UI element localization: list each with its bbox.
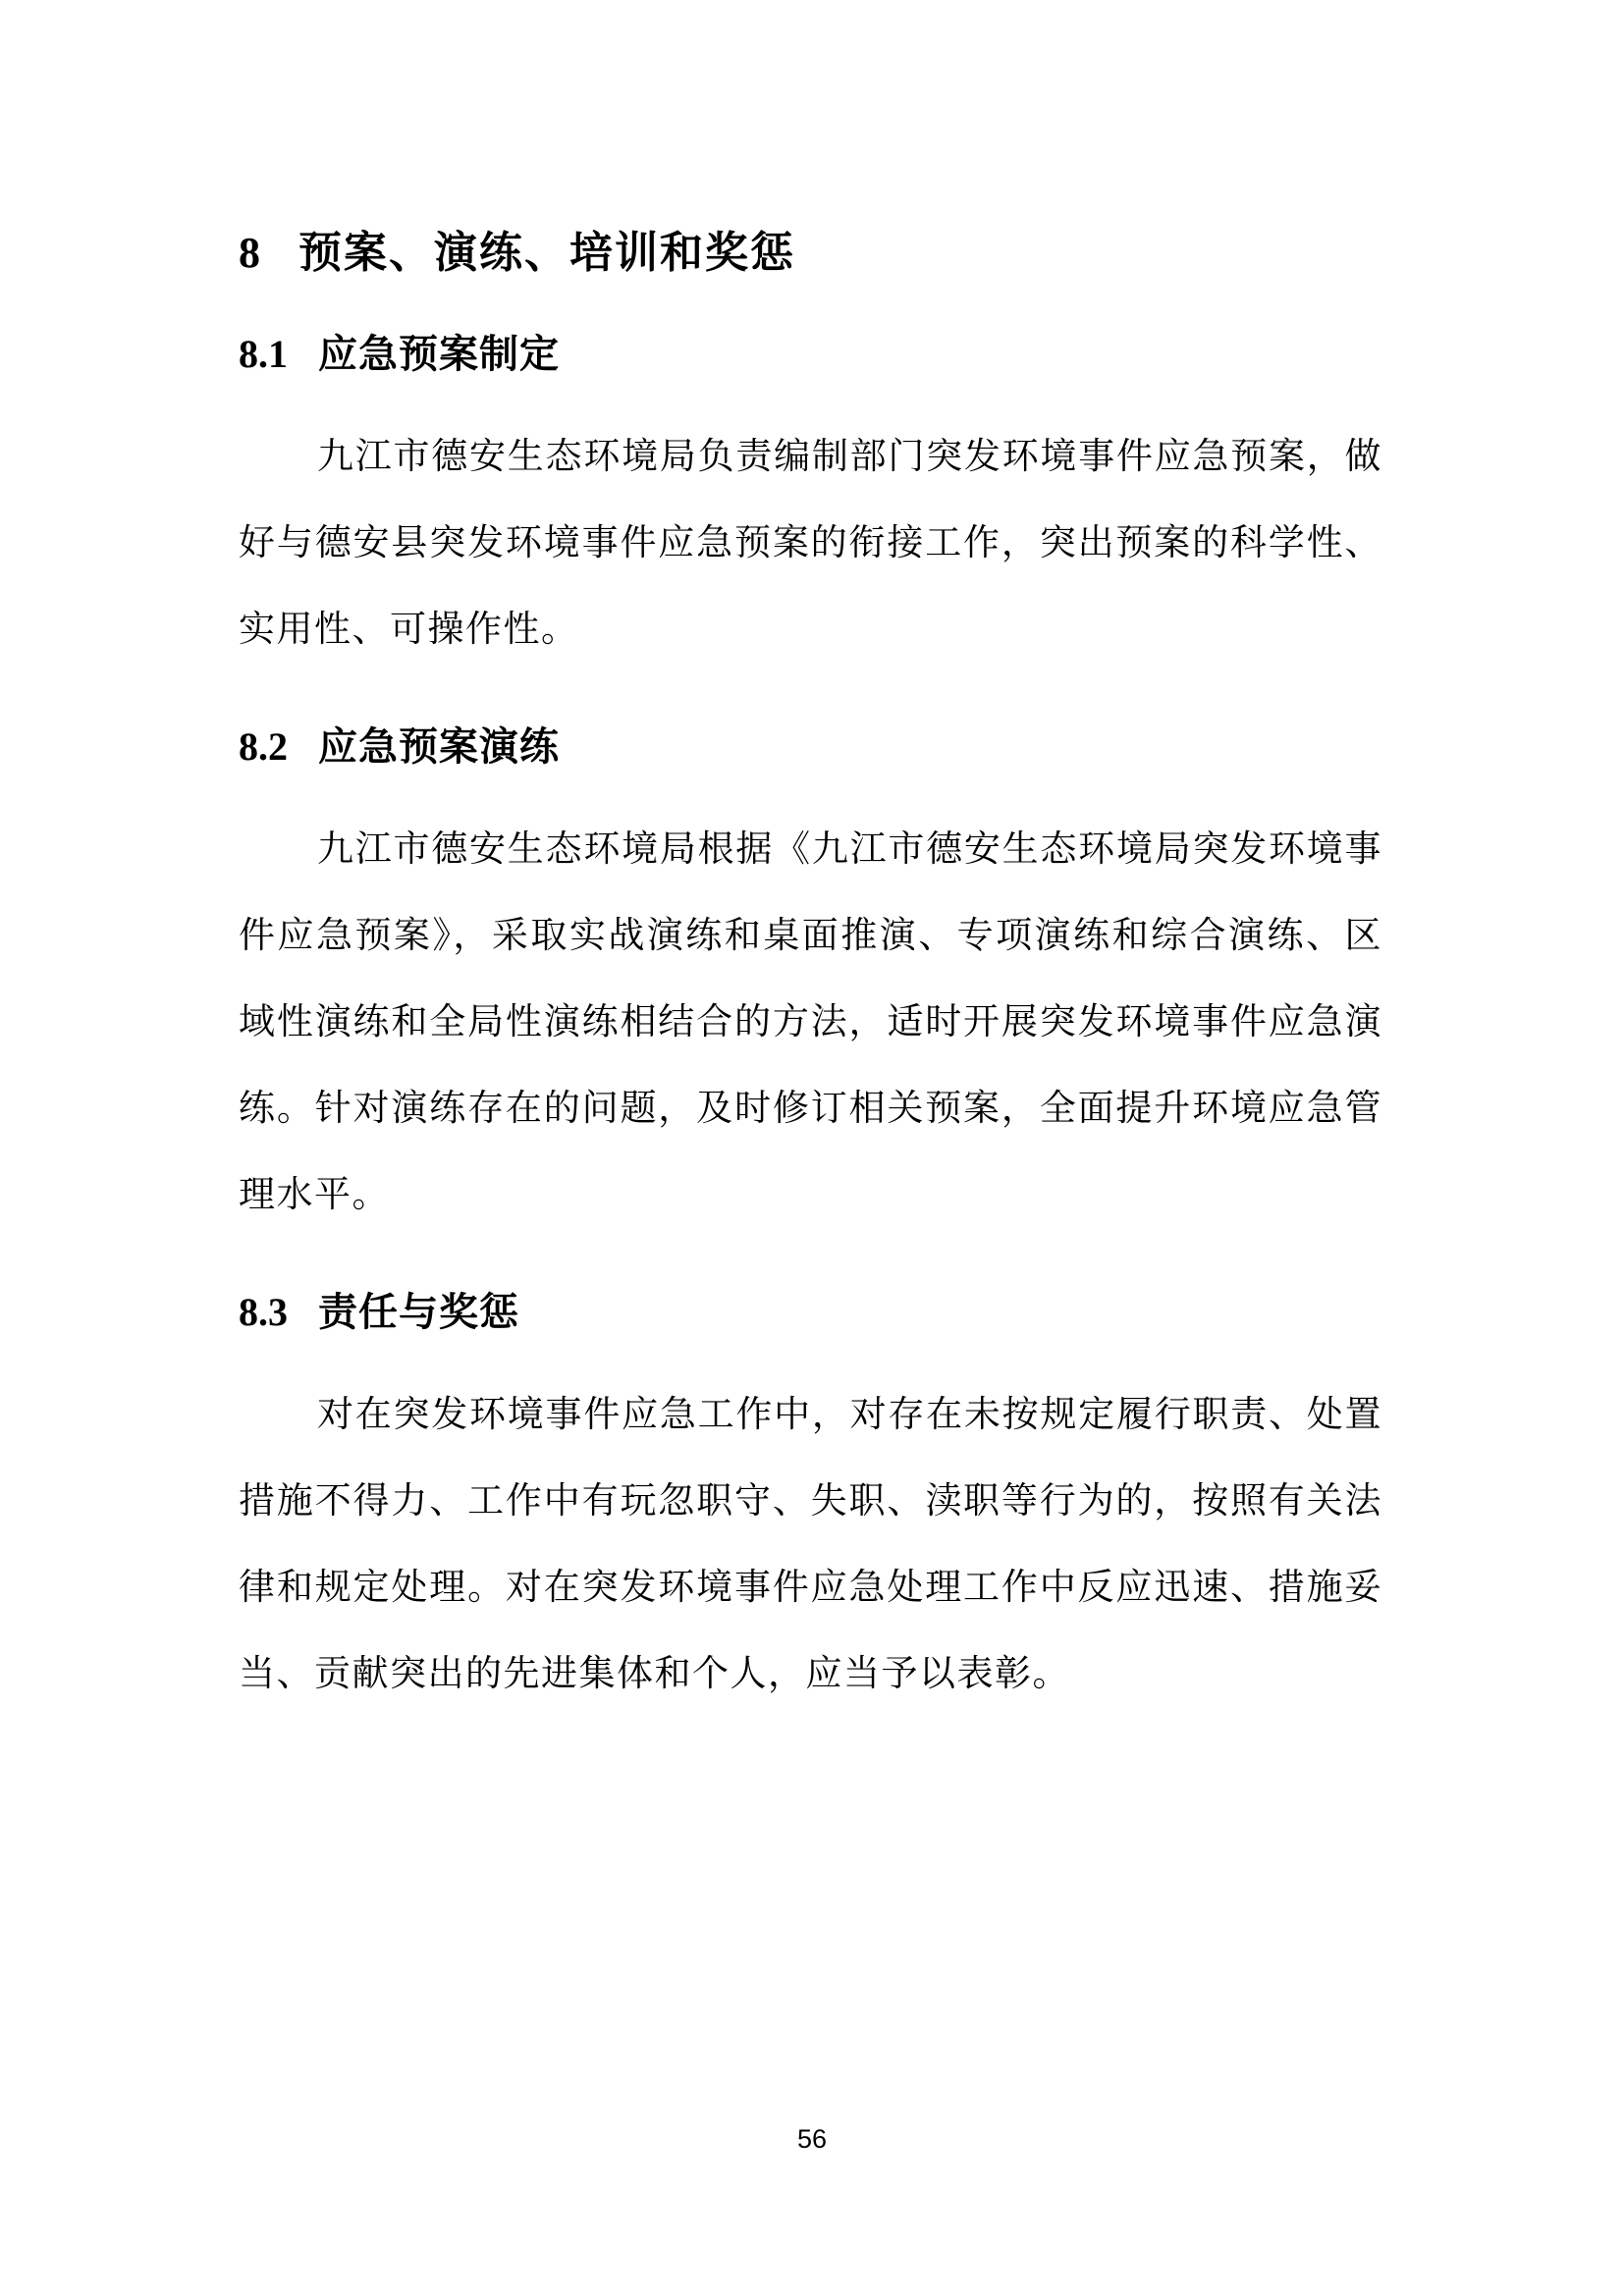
section-8-2-number: 8.2 bbox=[239, 724, 288, 769]
section-8-2-paragraph: 九江市德安生态环境局根据《九江市德安生态环境局突发环境事件应急预案》，采取实战演练和桌面推演、专项演练和综合演练、区域性演练和全局性演练相结合的方法，适时开展突发环境事件应急演练。针对演练存在的问题，及时修订相关预案，全面提升环境应急管理水平。 bbox=[239, 829, 1382, 1215]
page-number: 56 bbox=[796, 2124, 828, 2154]
section-8-1-number: 8.1 bbox=[239, 332, 288, 376]
section-8-1-heading bbox=[239, 328, 1382, 381]
section-8-2-heading bbox=[239, 721, 1382, 774]
section-8-1-paragraph: 九江市德安生态环境局负责编制部门突发环境事件应急预案，做好与德安县突发环境事件应急预案的衔接工作，突出预案的科学性、实用性、可操作性。 bbox=[239, 437, 1382, 650]
chapter-heading bbox=[239, 226, 1382, 281]
section-8-2 bbox=[239, 721, 1382, 1239]
section-8-3 bbox=[239, 1286, 1382, 1718]
document-content bbox=[239, 0, 1382, 1718]
section-8-3-number: 8.3 bbox=[239, 1290, 288, 1334]
section-8-3-heading bbox=[239, 1286, 1382, 1339]
section-8-1 bbox=[239, 328, 1382, 673]
section-8-2-title: 应急预案演练 bbox=[318, 724, 560, 769]
chapter-title: 预案、演练、培训和奖惩 bbox=[298, 229, 795, 277]
chapter-number: 8 bbox=[239, 229, 260, 277]
section-8-3-paragraph: 对在突发环境事件应急工作中，对存在未按规定履行职责、处置措施不得力、工作中有玩忽职守、失职、渎职等行为的，按照有关法律和规定处理。对在突发环境事件应急处理工作中反应迅速、措施妥当、贡献突出的先进集体和个人，应当予以表彰。 bbox=[239, 1395, 1382, 1694]
section-8-1-title: 应急预案制定 bbox=[318, 332, 560, 376]
section-8-3-title: 责任与奖惩 bbox=[318, 1290, 519, 1334]
